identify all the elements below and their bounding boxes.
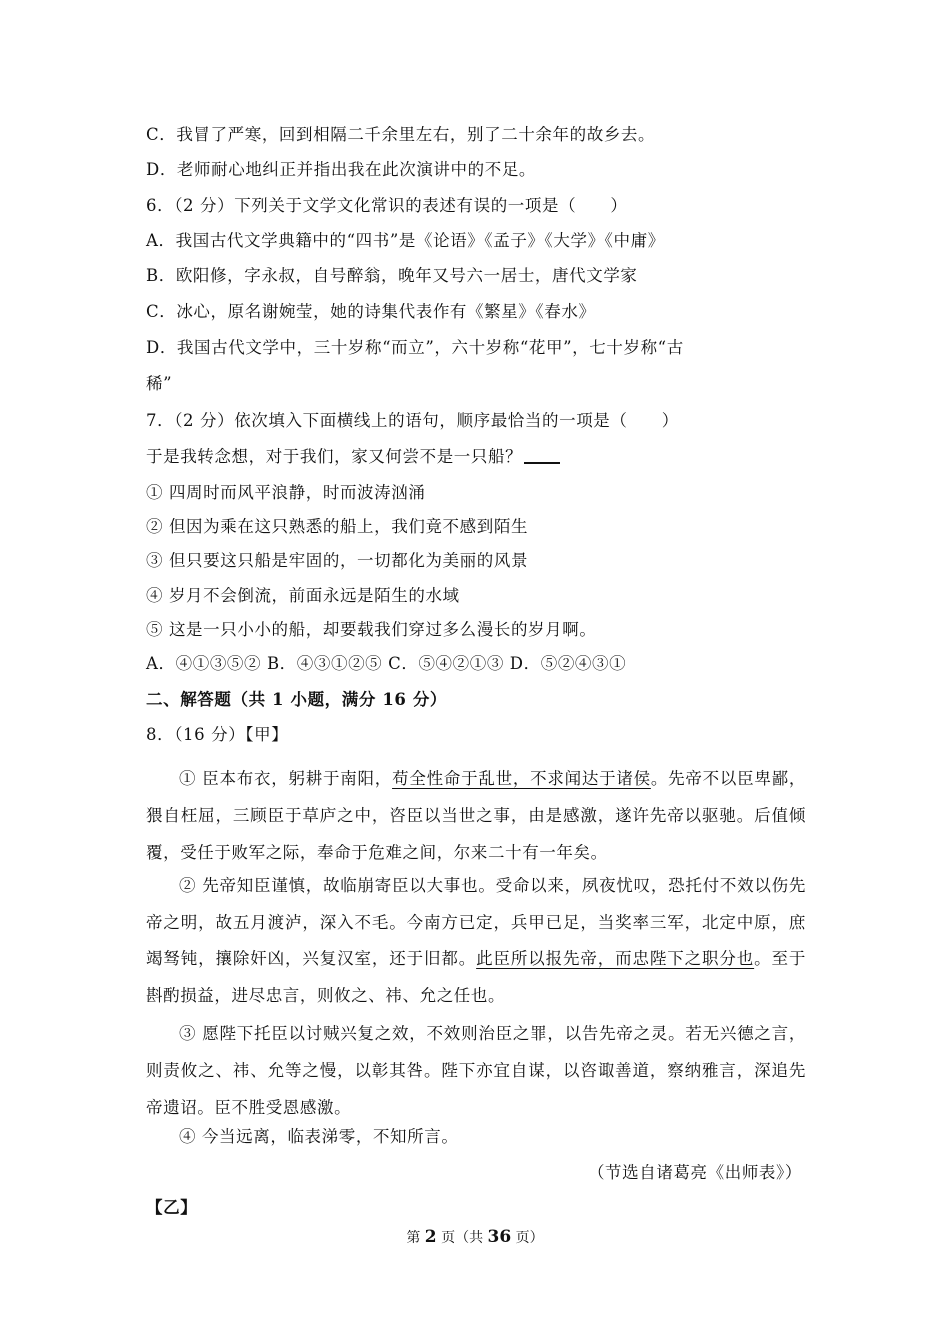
passage-paragraph-3: ③ 愿陛下托臣以讨贼兴复之效，不效则治臣之罪，以告先帝之灵。若无兴德之言，则责攸之、祎、允等之慢，以彰其咎。陛下亦宜自谋，以咨诹善道，察纳雅言，深追先帝遗诏。臣不胜受恩感激。 (146, 1024, 806, 1117)
footer-total-pages: 36 (487, 1227, 512, 1247)
p1-text-a: ① 臣本布衣，躬耕于南阳， (179, 769, 393, 788)
p2-text-a: ② 先帝知臣谨慎，故临崩寄臣以大事也。受命以来，夙夜忧叹，恐托付不效以伤先帝之明，故五月渡泸，深入不毛。今南方已定，兵甲已足，当奖率三军，北定中原，庶竭驽钝，攘除奸凶，兴复汉室，还于旧都。 (146, 876, 806, 968)
q7-sentence-text: 于是我转念想，对于我们，家又何尝不是一只船？ (146, 447, 523, 466)
passage-paragraph-1 (146, 760, 806, 871)
q7-options: A．④①③⑤② B．④③①②⑤ C．⑤④②①③ D．⑤②④③① (146, 654, 627, 673)
passage-source: （节选自诸葛亮《出师表》） (587, 1163, 802, 1182)
p2-underlined: 此臣所以报先帝，而忠陛下之职分也 (476, 949, 755, 968)
passage-paragraph-4: ④ 今当远离，临表涕零，不知所言。 (179, 1127, 459, 1146)
q6-option-c: C．冰心，原名谢婉莹，她的诗集代表作有《繁星》《春水》 (146, 302, 596, 321)
q6-option-d-line2: 稀” (146, 374, 173, 393)
q7-item-4: ④ 岁月不会倒流，前面永远是陌生的水域 (146, 586, 460, 605)
section-heading: 二、解答题（共 1 小题，满分 16 分） (146, 690, 448, 709)
footer-mid: 页（共 (441, 1230, 484, 1246)
passage-paragraph-2 (146, 868, 806, 1014)
q6-option-d-line1: D．我国古代文学中，三十岁称“而立”，六十岁称“花甲”，七十岁称“古 (146, 338, 684, 357)
q5-option-d: D．老师耐心地纠正并指出我在此次演讲中的不足。 (146, 160, 537, 179)
footer-pre: 第 (406, 1230, 421, 1246)
p1-underlined: 苟全性命于乱世，不求闻达于诸侯 (392, 769, 651, 788)
fill-blank (524, 446, 560, 464)
q8-stem: 8．（16 分）【甲】 (146, 725, 289, 744)
p1-text-b: 。先帝不以臣卑鄙，猥自枉屈，三顾臣于草庐之中，咨臣以当世之事，由是感激，遂许先帝以驱驰。后值倾覆，受任于败军之际，奉命于危难之间，尔来二十有一年矣。 (146, 769, 807, 862)
q5-option-c: C．我冒了严寒，回到相隔二千余里左右，别了二十余年的故乡去。 (146, 125, 656, 144)
p2-text-b: 。至于斟酌损益，进尽忠言，则攸之、祎、允之任也。 (146, 949, 806, 1005)
q7-stem: 7．（2 分）依次填入下面横线上的语句，顺序最恰当的一项是（ ） (146, 411, 679, 430)
q7-sentence (146, 445, 560, 469)
footer-page-number: 2 (424, 1227, 437, 1247)
q6-stem: 6．（2 分）下列关于文学文化常识的表述有误的一项是（ ） (146, 196, 628, 215)
q7-item-1: ① 四周时而风平浪静，时而波涛汹涌 (146, 483, 426, 502)
footer-post: 页） (515, 1230, 544, 1246)
q6-option-a: A．我国古代文学典籍中的“四书”是《论语》《孟子》《大学》《中庸》 (146, 231, 665, 250)
q7-item-5: ⑤ 这是一只小小的船，却要载我们穿过多么漫长的岁月啊。 (146, 620, 597, 639)
q6-option-b: B．欧阳修，字永叔，自号醉翁，晚年又号六一居士，唐代文学家 (146, 266, 638, 285)
page-footer (0, 1227, 950, 1248)
q7-item-3: ③ 但只要这只船是牢固的，一切都化为美丽的风景 (146, 551, 529, 570)
passage-yi-label: 【乙】 (146, 1198, 198, 1217)
q7-item-2: ② 但因为乘在这只熟悉的船上，我们竟不感到陌生 (146, 517, 529, 536)
